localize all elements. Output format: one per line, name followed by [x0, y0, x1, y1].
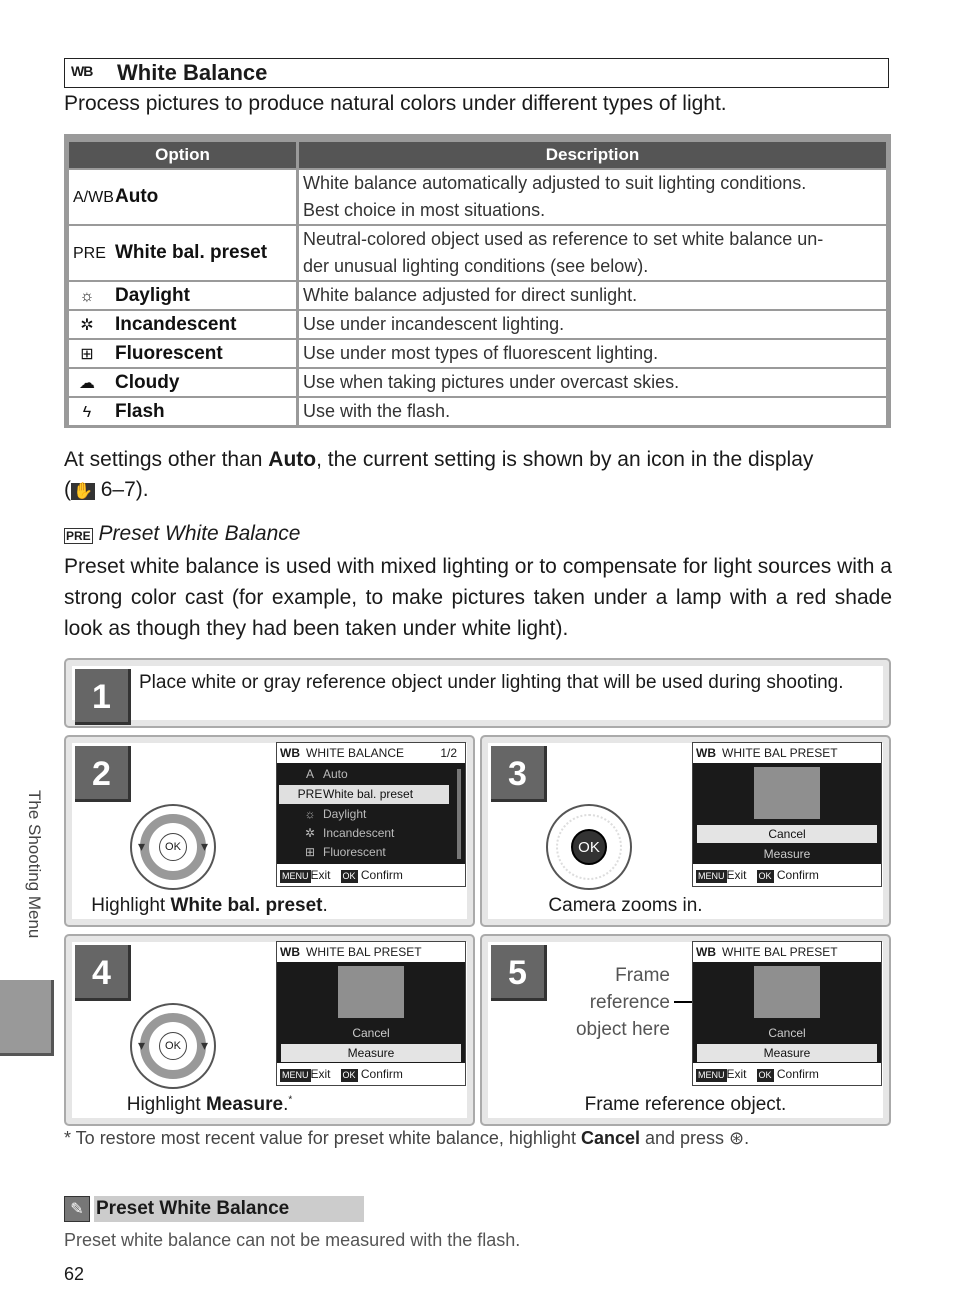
description-line: Use under incandescent lighting. — [299, 311, 886, 338]
measure-option: Measure — [697, 1044, 877, 1062]
text: , the current setting is shown by an icon in the display — [316, 448, 814, 471]
footnote-bold: Cancel — [580, 1128, 640, 1148]
table-row — [69, 226, 886, 280]
wb-icon: WB — [280, 746, 300, 760]
reference-preview — [754, 966, 820, 1018]
measure-option: Measure — [281, 1044, 461, 1062]
option-label: Cloudy — [115, 371, 180, 393]
step-caption — [12, 1094, 407, 1116]
text: At settings other than — [64, 448, 269, 471]
description-line: der unusual lighting conditions (see below). — [303, 256, 649, 276]
menu-item-label: Daylight — [323, 807, 367, 821]
menu-key-icon: MENU — [698, 1070, 725, 1080]
exit-label: Exit — [310, 868, 331, 882]
arrow-down-icon: ▾ — [200, 838, 208, 854]
footnote-text: and press — [639, 1128, 730, 1148]
step-number: 2 — [75, 746, 131, 802]
footnote-text: * To restore most recent value for preset white balance, highlight — [64, 1128, 581, 1148]
menu-item-label: Incandescent — [323, 826, 395, 840]
camera-screen-preset — [276, 941, 466, 1086]
description-line: Use under most types of fluorescent lighting. — [299, 340, 886, 367]
step-number: 3 — [491, 746, 547, 802]
options-table — [64, 134, 891, 428]
bold-text: Auto — [268, 448, 317, 471]
caption-text: . — [283, 1094, 289, 1115]
screen-title: WHITE BAL PRESET — [306, 945, 422, 959]
description-line: Use with the flash. — [299, 398, 886, 425]
auto-icon: A — [305, 767, 314, 781]
exit-label: Exit — [726, 1067, 747, 1081]
wb-icon: WB — [696, 945, 716, 959]
preset-icon: PRE — [66, 529, 91, 543]
screen-title: WHITE BAL PRESET — [722, 746, 838, 760]
wb-icon: WB — [280, 945, 300, 959]
tip-body: Preset white balance can not be measured with the flash. — [64, 1230, 521, 1250]
menu-item-label: White bal. preset — [323, 787, 414, 801]
arrow-down-icon: ▾ — [200, 1037, 208, 1053]
exit-label: Exit — [310, 1067, 331, 1081]
camera-screen-preset — [692, 742, 882, 887]
option-label: Flash — [115, 400, 165, 422]
arrow-down-icon: ▾ — [138, 838, 146, 854]
step-number: 5 — [491, 945, 547, 1001]
measure-option: Measure — [763, 847, 811, 861]
page-indicator: 1/2 — [440, 746, 457, 760]
menu-item-label: Fluorescent — [323, 845, 386, 859]
table-header — [69, 142, 886, 168]
ok-key-icon: OK — [342, 1070, 356, 1080]
table-row — [69, 369, 886, 396]
step-2-panel — [64, 735, 475, 927]
confirm-label: Confirm — [776, 1067, 819, 1081]
screen-title: WHITE BAL PRESET — [722, 945, 838, 959]
preset-body: Preset white balance is used with mixed lighting or to compensate for light sources with a strong color cast (for example, to make pictures taken under a lamp with a red shade look as though they had been taken under white light). — [64, 555, 892, 640]
footnote — [64, 1128, 749, 1149]
header-description: Description — [299, 142, 886, 168]
exit-label: Exit — [726, 868, 747, 882]
multi-selector-dial — [130, 804, 216, 890]
flash-icon: ϟ — [82, 403, 92, 421]
cloudy-icon: ☁ — [79, 374, 95, 392]
step-number: 4 — [75, 945, 131, 1001]
pencil-icon: ✎ — [64, 1196, 90, 1222]
option-label: Fluorescent — [115, 342, 223, 364]
preset-heading — [64, 522, 300, 546]
menu-item — [297, 765, 348, 784]
confirm-label: Confirm — [360, 1067, 403, 1081]
footnote-mark: * — [288, 1094, 293, 1106]
step-5-panel — [480, 934, 891, 1126]
header-option: Option — [69, 142, 299, 168]
description-line: Use when taking pictures under overcast skies. — [299, 369, 886, 396]
confirm-label: Confirm — [360, 868, 403, 882]
table-row — [69, 340, 886, 367]
display-note: At settings other than Auto, the current setting is shown by an icon in the display ( ✋ 6–7). — [64, 448, 814, 501]
section-heading — [64, 58, 889, 88]
chapter-side-label: The Shooting Menu — [25, 790, 44, 939]
menu-key-icon: MENU — [282, 1070, 309, 1080]
page-reference: 6–7). — [94, 478, 149, 501]
menu-item-label: Auto — [323, 767, 348, 781]
description-line: White balance automatically adjusted to suit lighting conditions. — [303, 173, 807, 193]
camera-screen-preset — [692, 941, 882, 1086]
daylight-icon: ☼ — [304, 807, 316, 821]
step-caption — [12, 895, 407, 917]
chapter-tab — [0, 980, 54, 1056]
step-caption: Frame reference object. — [584, 1094, 787, 1115]
multi-selector-dial — [546, 804, 632, 890]
arrow-down-icon: ▾ — [138, 1037, 146, 1053]
caption-text: Highlight — [91, 895, 171, 916]
option-label: Daylight — [115, 284, 190, 306]
ok-button: OK — [159, 1032, 187, 1060]
caption-text: Highlight — [126, 1094, 206, 1115]
caption-bold: White bal. preset — [170, 895, 323, 916]
table-row — [69, 170, 886, 224]
cancel-option: Cancel — [768, 1026, 806, 1040]
step-text: Place white or gray reference object under lighting that will be used during shooting. — [139, 672, 844, 693]
step-4-panel — [64, 934, 475, 1126]
menu-item — [297, 824, 394, 843]
step-number: 1 — [75, 669, 131, 725]
callout-line: reference — [589, 992, 670, 1013]
preset-icon: PRE — [73, 245, 106, 262]
reference-preview — [338, 966, 404, 1018]
ok-key-icon: OK — [758, 871, 772, 881]
tip-title: Preset White Balance — [94, 1196, 364, 1222]
caption-bold: Measure — [205, 1094, 284, 1115]
section-intro: Process pictures to produce natural colors under different types of light. — [64, 92, 727, 115]
menu-item-selected — [279, 785, 449, 804]
camera-screen-menu — [276, 742, 466, 887]
cancel-option: Cancel — [352, 1026, 390, 1040]
screen-title: WHITE BALANCE — [306, 746, 405, 760]
daylight-icon: ☼ — [79, 287, 95, 305]
scrollbar — [457, 769, 461, 859]
multi-selector-dial — [130, 1003, 216, 1089]
white-balance-icon: WB — [71, 63, 93, 79]
description-line: White balance adjusted for direct sunlight. — [299, 282, 886, 309]
wb-icon: WB — [696, 746, 716, 760]
callout-line: object here — [575, 1019, 670, 1040]
incandescent-icon: ✲ — [80, 316, 94, 334]
fluorescent-icon: ⊞ — [80, 345, 94, 363]
description-line: Best choice in most situations. — [303, 200, 546, 220]
callout-line: Frame — [615, 965, 670, 986]
description-line: Neutral-colored object used as reference to set white balance un- — [303, 229, 824, 249]
cancel-option: Cancel — [697, 825, 877, 843]
footnote-text: . — [744, 1128, 750, 1148]
fluorescent-icon: ⊞ — [304, 845, 316, 859]
step-1-panel — [64, 658, 891, 728]
ok-key-icon: OK — [342, 871, 356, 881]
auto-wb-icon: A/WB — [73, 189, 114, 206]
reference-preview — [754, 767, 820, 819]
option-label: Auto — [115, 186, 159, 207]
caption-text: . — [322, 895, 328, 916]
page-reference-icon: ✋ — [73, 483, 93, 500]
ok-button-pressed: OK — [571, 829, 607, 865]
step-3-panel — [480, 735, 891, 927]
ok-button: OK — [159, 833, 187, 861]
step-caption: Camera zooms in. — [548, 895, 703, 916]
section-title: White Balance — [117, 60, 268, 85]
menu-item — [297, 843, 386, 862]
option-label: White bal. preset — [115, 242, 268, 263]
table-row — [69, 398, 886, 425]
callout-text — [558, 962, 670, 1043]
confirm-label: Confirm — [776, 868, 819, 882]
page-number: 62 — [64, 1264, 85, 1284]
table-row — [69, 282, 886, 309]
ok-key-icon: OK — [758, 1070, 772, 1080]
menu-key-icon: MENU — [282, 871, 309, 881]
preset-icon: PRE — [297, 787, 323, 801]
preset-title: Preset White Balance — [98, 522, 301, 545]
option-label: Incandescent — [115, 313, 237, 335]
menu-item — [297, 805, 366, 824]
menu-key-icon: MENU — [698, 871, 725, 881]
ok-icon: ⊛ — [729, 1128, 745, 1148]
table-row — [69, 311, 886, 338]
incandescent-icon: ✲ — [304, 826, 316, 840]
